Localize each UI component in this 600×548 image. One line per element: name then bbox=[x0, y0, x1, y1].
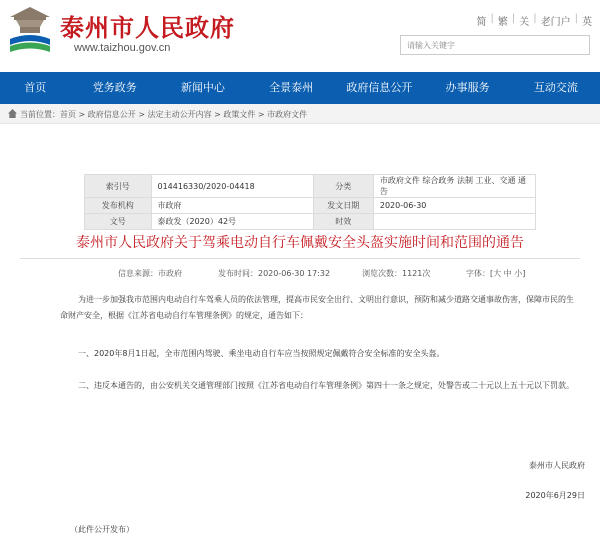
nav-item-party-affairs[interactable]: 党务政务 bbox=[92, 81, 137, 94]
article-source: 信息来源：市政府 bbox=[118, 269, 182, 278]
article-sign-date: 2020年6月29日 bbox=[525, 491, 585, 500]
article-footnote: （此件公开发布） bbox=[70, 525, 134, 534]
meta-docno-value: 泰政发（2020）42号 bbox=[151, 214, 313, 230]
site-header bbox=[0, 0, 600, 72]
meta-category-label: 分类 bbox=[313, 175, 373, 198]
meta-validity-value bbox=[373, 214, 535, 230]
article-paragraph-3: 二、违反本通告的，由公安机关交通管理部门按照《江苏省电动自行车管理条例》第四十一条之规定，处警告或二十元以上五十元以下罚款。 bbox=[78, 381, 574, 390]
separator: | bbox=[511, 13, 516, 24]
top-link-english[interactable]: 英 bbox=[582, 17, 592, 28]
meta-index-value: 014416330/2020-04418 bbox=[151, 175, 313, 198]
top-link-care[interactable]: 关 bbox=[519, 17, 530, 28]
top-link-old-portal[interactable]: 老门户 bbox=[540, 17, 571, 28]
breadcrumb bbox=[0, 104, 600, 124]
article-signer: 泰州市人民政府 bbox=[529, 461, 585, 470]
home-icon bbox=[8, 109, 17, 118]
separator: | bbox=[533, 13, 537, 24]
meta-date-value: 2020-06-30 bbox=[373, 198, 535, 214]
meta-docno-label: 文号 bbox=[85, 214, 152, 230]
font-size-switcher[interactable]: 字体：[大 中 小] bbox=[466, 269, 526, 278]
article-title: 泰州市人民政府关于驾乘电动自行车佩戴安全头盔实施时间和范围的通告 bbox=[76, 235, 524, 251]
meta-date-label: 发文日期 bbox=[313, 198, 373, 214]
nav-item-home[interactable]: 首页 bbox=[24, 81, 47, 94]
top-link-traditional[interactable]: 繁 bbox=[497, 17, 508, 28]
meta-publisher-label: 发布机构 bbox=[85, 198, 152, 214]
title-divider bbox=[20, 258, 580, 259]
article-paragraph-1: 为进一步加强我市范围内电动自行车驾乘人员的依法管理，提高市民安全出行、文明出行意识，预防和减少道路交通事故伤害，保障市民的生命财产安全，根据《江苏省电动自行车管理条例》的规定，通告如下： bbox=[60, 295, 574, 320]
meta-index-label: 索引号 bbox=[85, 175, 152, 198]
search-input[interactable]: 请输入关键字 bbox=[400, 35, 590, 55]
site-title[interactable]: 泰州市人民政府 bbox=[60, 14, 235, 42]
top-links bbox=[477, 13, 593, 28]
nav-item-services[interactable]: 办事服务 bbox=[445, 81, 490, 94]
meta-category-value: 市政府文件 综合政务 法制 工业、交通 通告 bbox=[373, 175, 535, 198]
nav-item-interaction[interactable]: 互动交流 bbox=[533, 81, 578, 94]
article-views: 浏览次数：1121次 bbox=[362, 269, 431, 278]
article-paragraph-2: 一、2020年8月1日起，全市范围内驾驶、乘坐电动自行车应当按照规定佩戴符合安全标准的安全头盔。 bbox=[78, 349, 445, 358]
main-nav bbox=[0, 72, 600, 104]
nav-item-panorama[interactable]: 全景泰州 bbox=[269, 81, 314, 94]
breadcrumb-text[interactable]: 当前位置：首页 > 政府信息公开 > 法定主动公开内容 > 政策文件 > 市政府文件 bbox=[20, 110, 308, 119]
top-link-simplified[interactable]: 简 bbox=[476, 17, 487, 28]
site-url: www.taizhou.gov.cn bbox=[74, 42, 171, 54]
meta-publisher-value: 市政府 bbox=[151, 198, 313, 214]
nav-item-news[interactable]: 新闻中心 bbox=[180, 81, 225, 94]
separator: | bbox=[574, 13, 578, 24]
separator: | bbox=[490, 13, 494, 24]
city-emblem-icon[interactable] bbox=[6, 5, 54, 55]
meta-validity-label: 时效 bbox=[313, 214, 373, 230]
document-meta-table bbox=[84, 174, 536, 230]
nav-item-info-disclosure[interactable]: 政府信息公开 bbox=[346, 81, 413, 94]
article-publish-time: 发布时间：2020-06-30 17:32 bbox=[218, 269, 331, 278]
